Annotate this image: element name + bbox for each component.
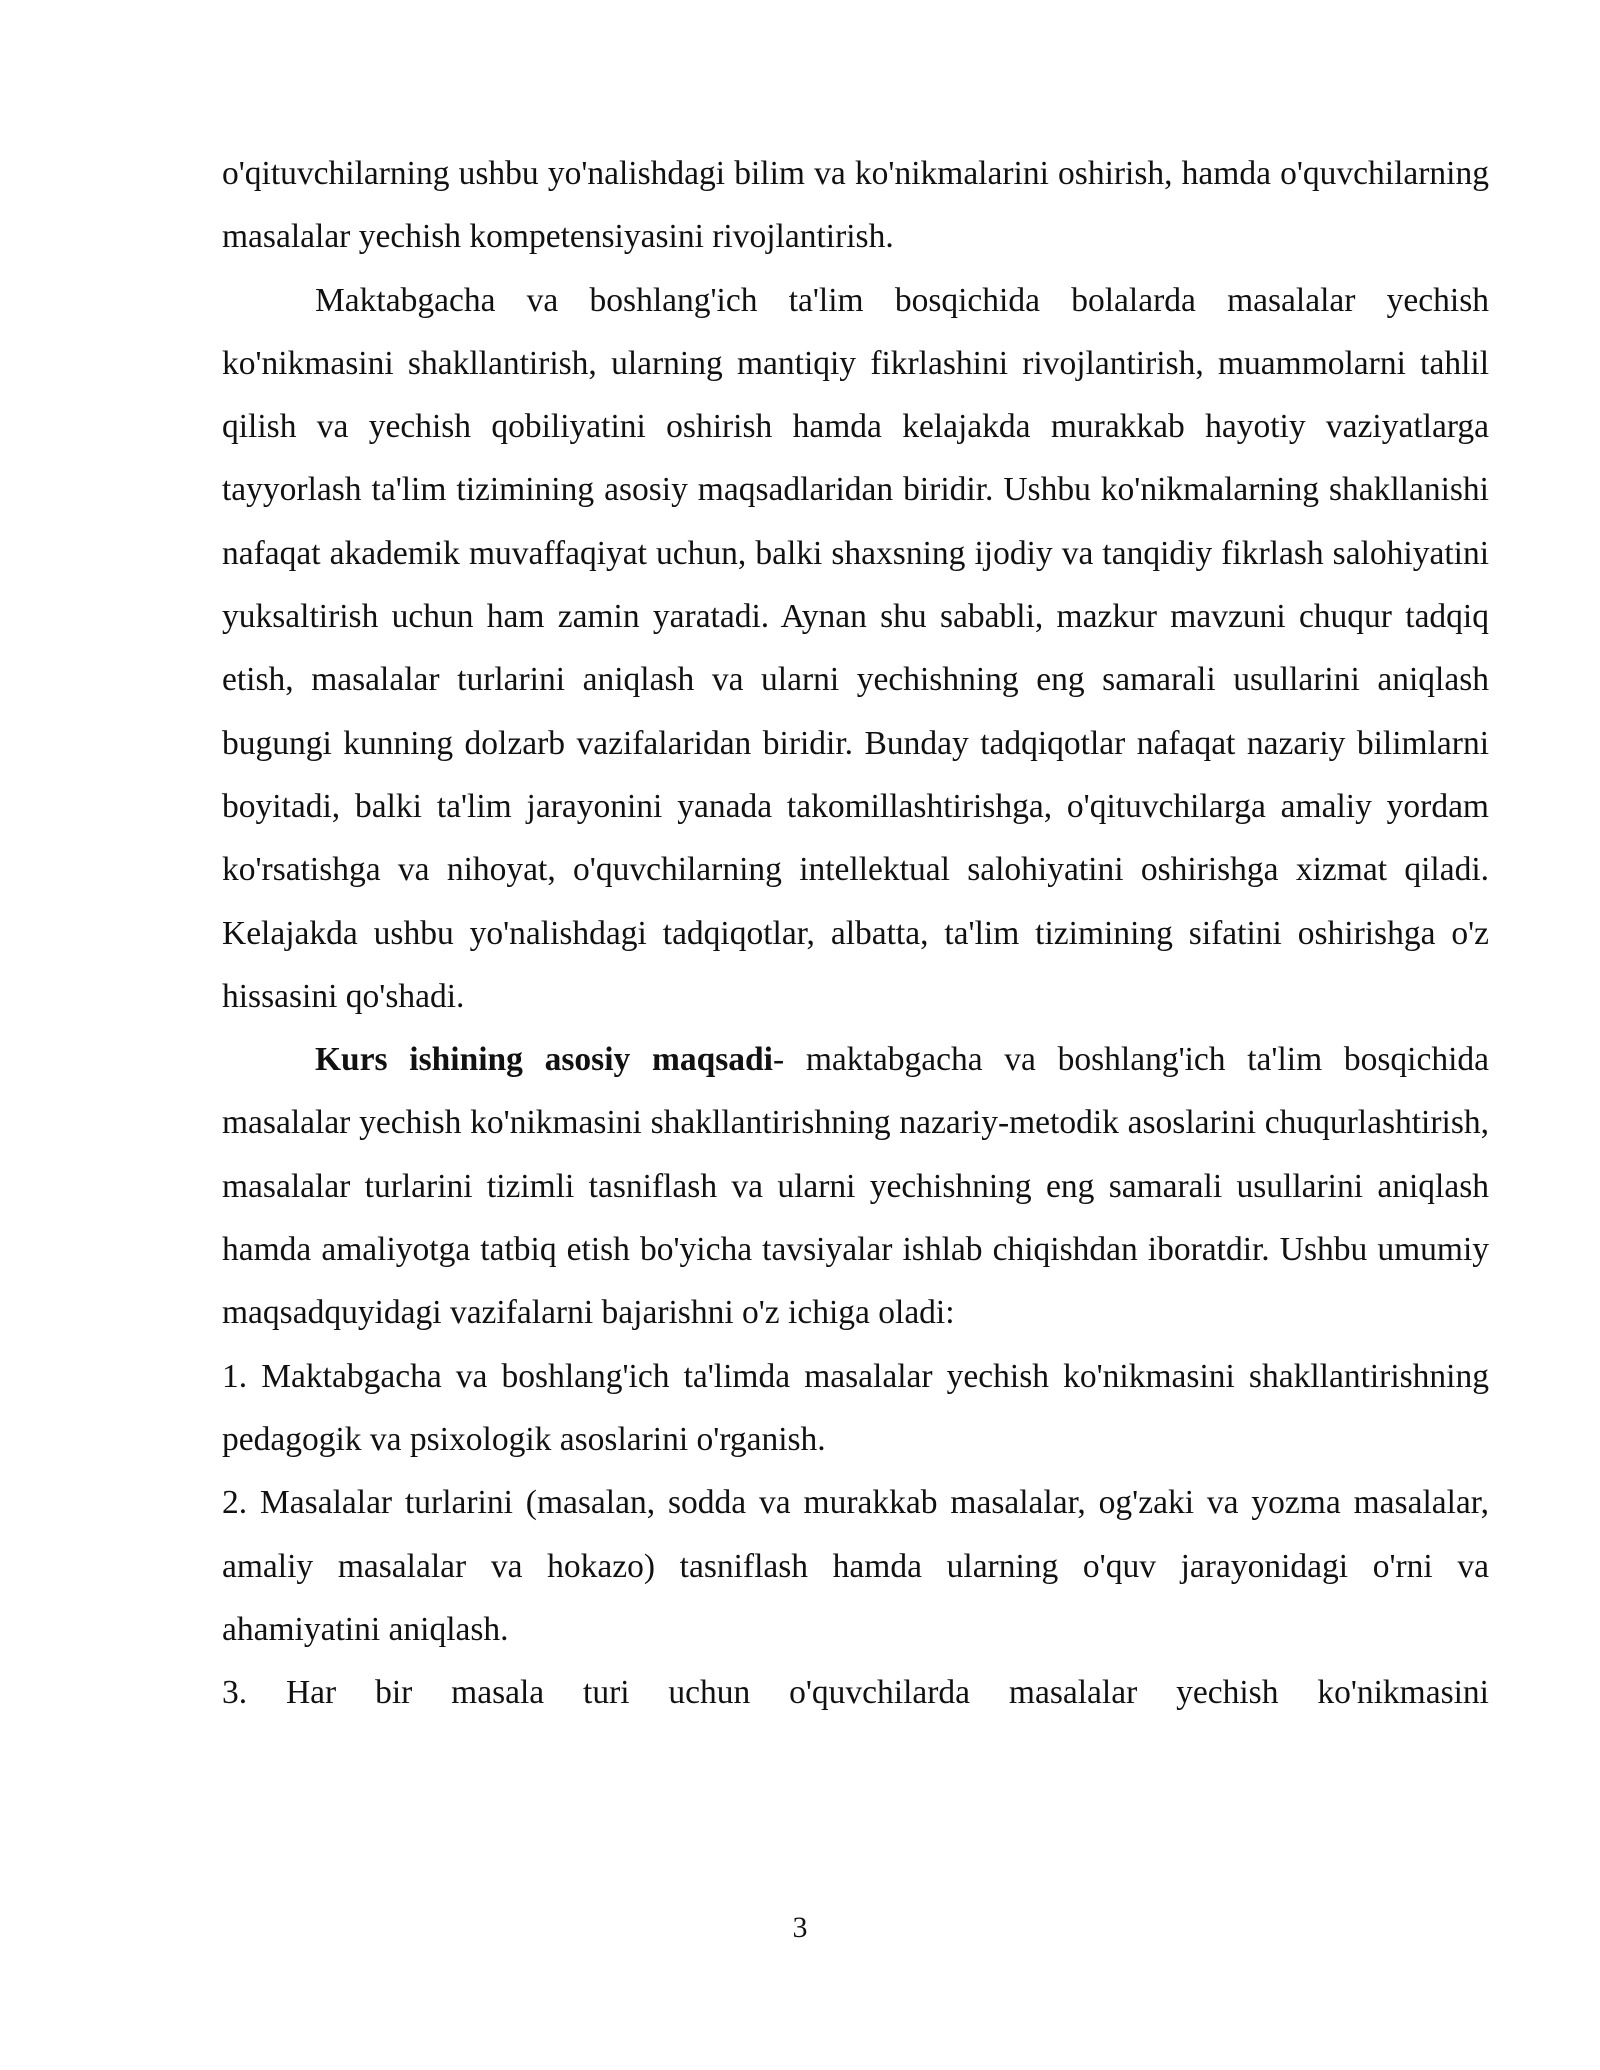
page-number: 3 [792, 1911, 808, 1944]
paragraph-goal [222, 1028, 1489, 1344]
task-item-1: 1. Maktabgacha va boshlang'ich ta'limda masalalar yechish ko'nikmasini shakllantirishning pedagogik va psixologik asoslarini o'rganish. [222, 1357, 1489, 1458]
goal-heading: Kurs ishining asosiy maqsadi [315, 1041, 773, 1079]
document-body [222, 142, 1489, 1724]
paragraph-continuation: o'qituvchilarning ushbu yo'nalishdagi bilim va ko'nikmalarini oshirish, hamda o'quvchilarning masalalar yechish kompetensiyasini rivojlantirish. [222, 155, 1489, 256]
goal-text: - maktabgacha va boshlang'ich ta'lim bosqichida masalalar yechish ko'nikmasini shakllantirishning nazariy-metodik asoslarini chuqurlashtirish, masalalar turlarini tizimli tasniflash va ularni yechishning eng samarali usullarini aniqlash hamda amaliyotga tatbiq etish bo'yicha tavsiyalar ishlab chiqishdan iboratdir. Ushbu umumiy maqsadquyidagi vazifalarni bajarishni o'z ichiga oladi: [222, 1041, 1489, 1332]
task-item-2: 2. Masalalar turlarini (masalan, sodda va murakkab masalalar, og'zaki va yozma masalalar, amaliy masalalar va hokazo) tasniflash hamda ularning o'quv jarayonidagi o'rni va ahamiyatini aniqlash. [222, 1484, 1489, 1648]
paragraph-intro: Maktabgacha va boshlang'ich ta'lim bosqichida bolalarda masalalar yechish ko'nikmasini shakllantirish, ularning mantiqiy fikrlashini rivojlantirish, muammolarni tahlil qilish va yechish qobiliyatini oshirish hamda kelajakda murakkab hayotiy vaziyatlarga tayyorlash ta'lim tizimining asosiy maqsadlaridan biridir. Ushbu ko'nikmalarning shakllanishi nafaqat akademik muvaffaqiyat uchun, balki shaxsning ijodiy va tanqidiy fikrlash salohiyatini yuksaltirish uchun ham zamin yaratadi. Aynan shu sababli, mazkur mavzuni chuqur tadqiq etish, masalalar turlarini aniqlash va ularni yechishning eng samarali usullarini aniqlash bugungi kunning dolzarb vazifalaridan biridir. Bunday tadqiqotlar nafaqat nazariy bilimlarni boyitadi, balki ta'lim jarayonini yanada takomillashtirishga, o'qituvchilarga amaliy yordam ko'rsatishga va nihoyat, o'quvchilarning intellektual salohiyatini oshirishga xizmat qiladi. Kelajakda ushbu yo'nalishdagi tadqiqotlar, albatta, ta'lim tizimining sifatini oshirishga o'z hissasini qo'shadi. [222, 281, 1489, 1015]
task-item-3: 3. Har bir masala turi uchun o'quvchilarda masalalar yechish ko'nikmasini [222, 1674, 1489, 1712]
